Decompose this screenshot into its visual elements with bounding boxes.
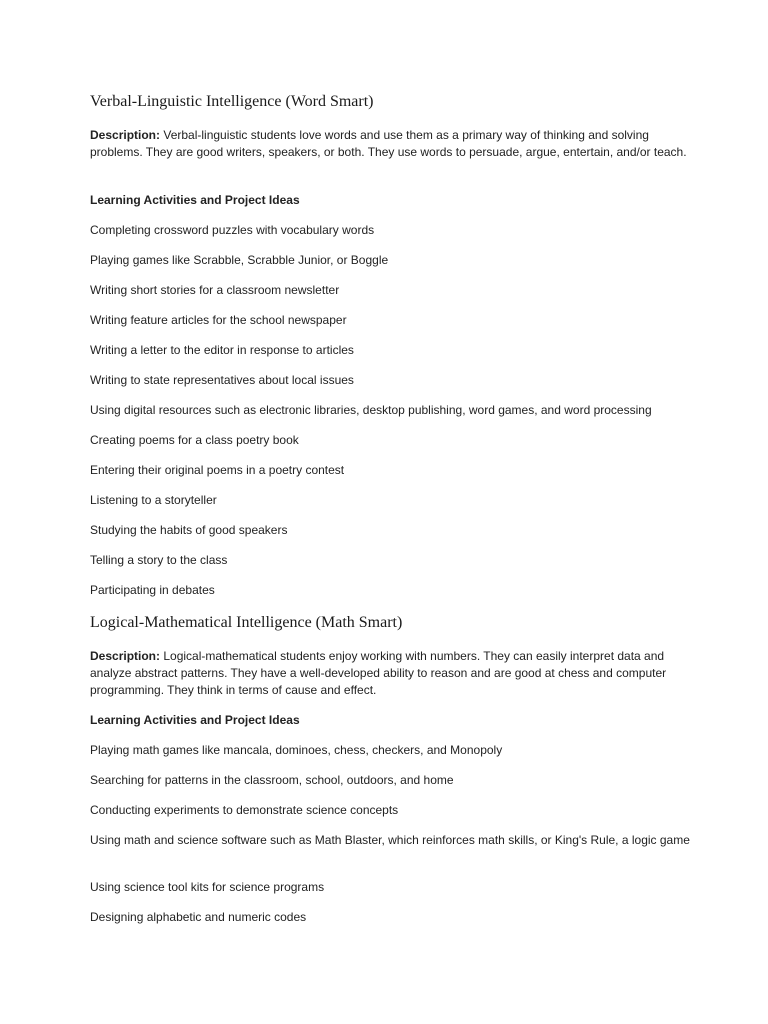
description-label: Description: (90, 649, 161, 663)
description-text: Logical-mathematical students enjoy working with numbers. They can easily interpret data and analyze abstract patterns. They have a well-developed ability to reason and are good at chess and computer programming. They think in terms of cause and effect. (90, 649, 667, 697)
list-item: Listening to a storyteller (90, 493, 217, 507)
list-item: Searching for patterns in the classroom, school, outdoors, and home (90, 773, 454, 787)
list-item: Conducting experiments to demonstrate science concepts (90, 803, 399, 817)
activities-heading: Learning Activities and Project Ideas (90, 713, 300, 727)
list-item: Entering their original poems in a poetry contest (90, 463, 345, 477)
list-item: Completing crossword puzzles with vocabulary words (90, 223, 375, 237)
list-item: Writing a letter to the editor in response to articles (90, 343, 354, 357)
activities-heading: Learning Activities and Project Ideas (90, 193, 300, 207)
description-text: Verbal-linguistic students love words and use them as a primary way of thinking and solving problems. They are good writers, speakers, or both. They use words to persuade, argue, entertain, and/or teach. (90, 128, 687, 159)
list-item: Designing alphabetic and numeric codes (90, 910, 307, 924)
list-item: Telling a story to the class (90, 553, 228, 567)
list-item: Playing games like Scrabble, Scrabble Junior, or Boggle (90, 253, 389, 267)
description-label: Description: (90, 128, 161, 142)
section-heading-verbal: Verbal-Linguistic Intelligence (Word Smart) (90, 93, 374, 110)
list-item: Using math and science software such as Math Blaster, which reinforces math skills, or King's Rule, a logic game (90, 833, 690, 847)
list-item: Writing to state representatives about local issues (90, 373, 354, 387)
list-item: Writing short stories for a classroom newsletter (90, 283, 340, 297)
section-heading-logical: Logical-Mathematical Intelligence (Math Smart) (90, 614, 403, 631)
list-item: Participating in debates (90, 583, 215, 597)
list-item: Using digital resources such as electronic libraries, desktop publishing, word games, and word processing (90, 403, 652, 417)
list-item: Creating poems for a class poetry book (90, 433, 299, 447)
list-item: Using science tool kits for science programs (90, 880, 325, 894)
description-paragraph (90, 648, 690, 699)
description-paragraph (90, 127, 690, 161)
list-item: Studying the habits of good speakers (90, 523, 288, 537)
list-item: Writing feature articles for the school newspaper (90, 313, 347, 327)
list-item: Playing math games like mancala, dominoes, chess, checkers, and Monopoly (90, 743, 503, 757)
